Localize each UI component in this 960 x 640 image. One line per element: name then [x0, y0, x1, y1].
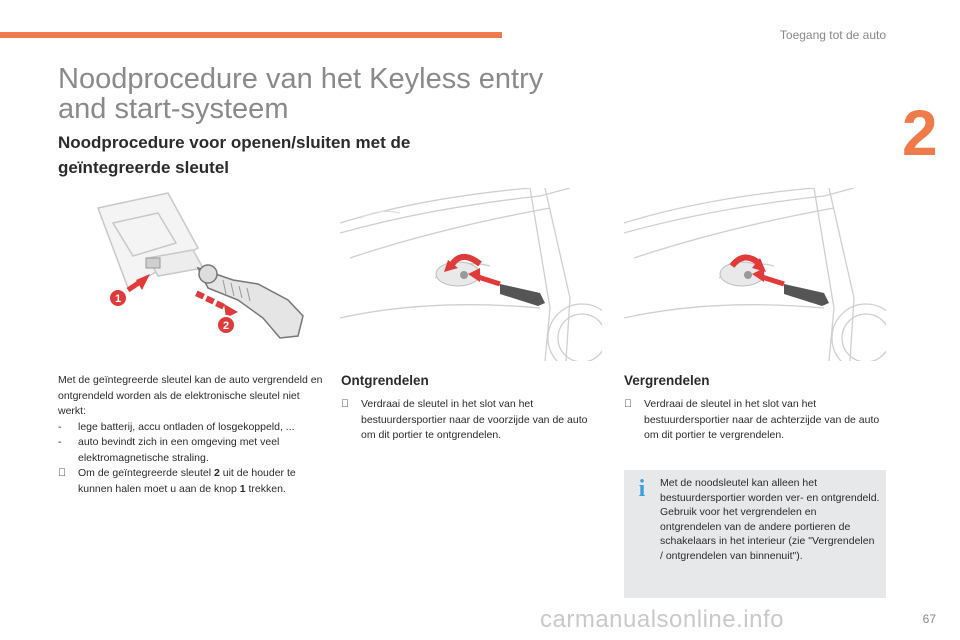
dash-bullet: - — [58, 420, 62, 433]
unlock-heading: Ontgrendelen — [341, 373, 429, 388]
info-box — [624, 470, 886, 598]
list-item — [58, 420, 323, 436]
chapter-number: 2 — [902, 97, 938, 169]
intro-text — [58, 373, 323, 497]
step-arrow-icon — [624, 397, 644, 444]
page-subtitle: Noodprocedure voor openen/sluiten met de geïntegreerde sleutel — [58, 133, 411, 177]
callout-1: 1 — [114, 293, 122, 305]
step-arrow-icon — [58, 466, 78, 497]
callout-2: 2 — [222, 320, 230, 332]
page-title: Noodprocedure van het Keyless entry and start-systeem — [58, 63, 544, 125]
info-text — [660, 476, 880, 563]
lock-heading: Vergrendelen — [624, 373, 710, 388]
step-text: Om de geïntegreerde sleutel 2 uit de houder te kunnen halen moet u aan de knop 1 trekken. — [78, 467, 296, 495]
info-icon: i — [638, 476, 646, 502]
info-paragraph: Gebruik voor het vergrendelen en ontgrendelen van de andere portieren de schakelaars in het interieur (zie "Vergrendelen / ontgrendelen van binnenuit"). — [660, 506, 875, 562]
watermark: carmanualsonline.info — [540, 606, 784, 633]
list-item-text: auto bevindt zich in een omgeving met veel elektromagnetische straling. — [78, 436, 280, 464]
step-item — [58, 466, 323, 497]
page-number: 67 — [922, 612, 936, 626]
unlock-illustration — [340, 188, 602, 361]
dash-bullet: - — [58, 436, 62, 448]
list-item-text: lege batterij, accu ontladen of losgekoppeld, ... — [78, 420, 295, 433]
lock-illustration — [624, 188, 886, 361]
section-title: Toegang tot de auto — [779, 28, 886, 42]
step-arrow-icon — [341, 397, 361, 444]
list-item — [58, 435, 323, 466]
intro-paragraph: Met de geïntegreerde sleutel kan de auto vergrendeld en ontgrendeld worden als de elektronische sleutel niet werkt: — [58, 374, 323, 417]
header-accent-bar — [0, 32, 502, 38]
lock-step-text: Verdraai de sleutel in het slot van het bestuurdersportier naar de achterzijde van de auto om dit portier te vergrendelen. — [644, 398, 880, 441]
lock-step — [624, 397, 882, 444]
key-fob-illustration — [58, 188, 316, 361]
unlock-step-text: Verdraai de sleutel in het slot van het bestuurdersportier naar de voorzijde van de auto om dit portier te ontgrendelen. — [361, 398, 588, 441]
unlock-step — [341, 397, 599, 444]
info-paragraph: Met de noodsleutel kan alleen het bestuurdersportier worden ver- en ontgrendeld. — [660, 477, 880, 504]
